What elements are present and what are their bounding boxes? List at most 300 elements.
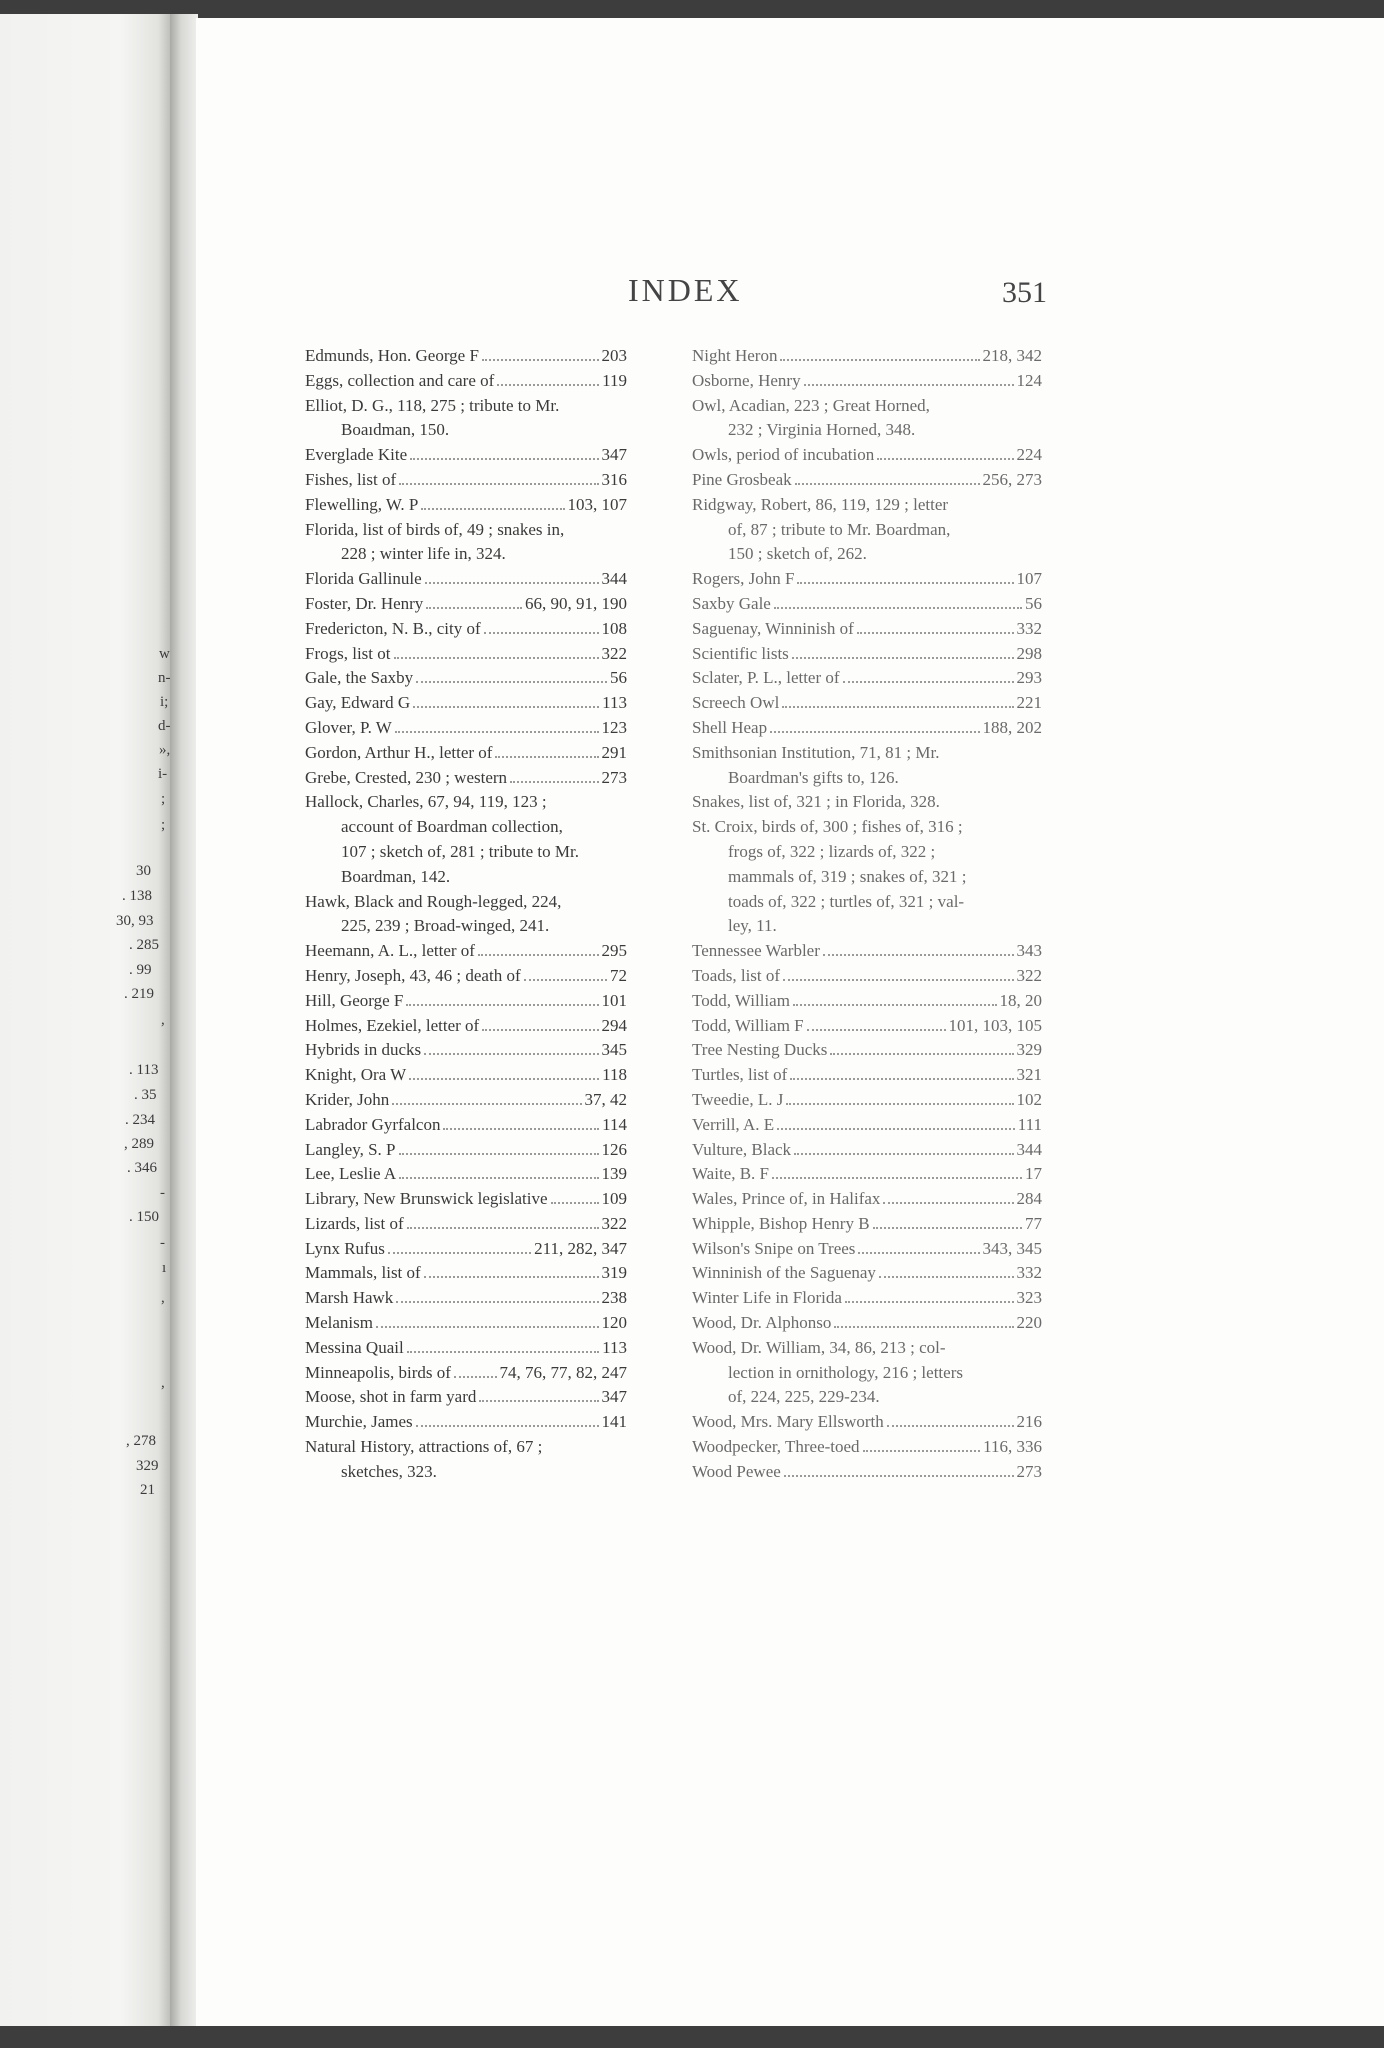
index-entry-heading: Tree Nesting Ducks: [692, 1040, 828, 1060]
index-entry-pages: 103, 107: [567, 494, 627, 514]
index-entry-heading: Scientific lists: [692, 643, 789, 663]
index-entry: [692, 1311, 1042, 1336]
index-entry: [305, 1336, 627, 1361]
index-entry-pages: 273: [601, 767, 627, 787]
index-entry-pages: 332: [1016, 1263, 1042, 1283]
dot-leader: [783, 979, 1013, 981]
dot-leader: [510, 781, 598, 783]
index-entry-heading: Everglade Kite: [305, 445, 408, 465]
index-entry: [692, 1212, 1042, 1237]
index-entry-heading: Tennessee Warbler: [692, 941, 820, 961]
index-entry: [305, 1038, 627, 1063]
index-entry-heading: Fredericton, N. B., city of: [305, 618, 481, 638]
index-entry: [692, 1286, 1042, 1311]
index-entry-continuation: lection in ornithology, 216 ; letters: [728, 1362, 963, 1382]
index-entry: [692, 1162, 1042, 1187]
index-entry-heading: Vulture, Black: [692, 1139, 792, 1159]
index-entry-heading: Gordon, Arthur H., letter of: [305, 742, 493, 762]
index-entry-pages: 284: [1016, 1189, 1042, 1209]
index-entry-pages: 126: [601, 1139, 627, 1159]
index-entry-pages: 344: [1016, 1139, 1042, 1159]
index-entry-heading: Todd, William F: [692, 1015, 804, 1035]
index-entry: [692, 815, 1042, 939]
index-entry-pages: 291: [601, 742, 627, 762]
dot-leader: [858, 1252, 979, 1254]
dot-leader: [479, 1400, 598, 1402]
index-entry-heading: Florida Gallinule: [305, 569, 422, 589]
index-entry: [305, 790, 627, 889]
index-entry-pages: 107: [1016, 569, 1042, 589]
index-entry: [305, 1187, 627, 1212]
index-entry-heading: Wood, Dr. Alphonso: [692, 1313, 832, 1333]
index-entry-heading: Ridgway, Robert, 86, 119, 129 ; letter: [692, 494, 949, 514]
index-entry: [305, 443, 627, 468]
index-entry-heading: Toads, list of: [692, 965, 781, 985]
dot-leader: [784, 1475, 1014, 1477]
index-entry-pages: 347: [601, 1387, 627, 1407]
index-entry-continuation: of, 224, 225, 229-234.: [728, 1387, 880, 1407]
fragment: 30: [136, 863, 151, 879]
index-entry-heading: Lynx Rufus: [305, 1238, 385, 1258]
index-entry-pages: 343: [1016, 941, 1042, 961]
index-entry: [305, 1063, 627, 1088]
index-entry-heading: Flewelling, W. P: [305, 494, 419, 514]
index-entry-pages: 345: [601, 1040, 627, 1060]
index-entry-pages: 114: [602, 1114, 627, 1134]
index-entry-pages: 118: [602, 1065, 627, 1085]
index-entry-heading: Screech Owl: [692, 693, 780, 713]
index-entry-pages: 256, 273: [982, 469, 1042, 489]
index-entry-heading: Henry, Joseph, 43, 46 ; death of: [305, 965, 521, 985]
dot-leader: [482, 359, 599, 361]
dot-leader: [416, 681, 607, 683]
index-entry-heading: Owl, Acadian, 223 ; Great Horned,: [692, 395, 930, 415]
index-entry-heading: Heemann, A. L., letter of: [305, 941, 475, 961]
index-entry-heading: Saxby Gale: [692, 593, 771, 613]
index-entry-pages: 101, 103, 105: [948, 1015, 1042, 1035]
page-number: 351: [1002, 276, 1047, 309]
index-entry: [692, 790, 1042, 815]
dot-leader: [830, 1053, 1013, 1055]
index-entry: [692, 617, 1042, 642]
index-entry-pages: 119: [602, 370, 627, 390]
index-entry-heading: Rogers, John F: [692, 569, 795, 589]
index-entry: [305, 394, 627, 444]
index-entry-continuation: Boardman, 142.: [341, 866, 451, 886]
dot-leader: [845, 1301, 1014, 1303]
dot-leader: [863, 1450, 981, 1452]
dot-leader: [877, 458, 1013, 460]
fragment: -: [160, 1235, 165, 1251]
index-entry-pages: 343, 345: [982, 1238, 1042, 1258]
index-entry: [305, 1385, 627, 1410]
index-entry: [305, 1237, 627, 1262]
index-entry: [305, 1435, 627, 1485]
index-entry-heading: St. Croix, birds of, 300 ; fishes of, 316 ;: [692, 817, 963, 837]
index-entry-pages: 124: [1016, 370, 1042, 390]
fragment: ;: [161, 791, 166, 807]
dot-leader: [786, 1103, 1013, 1105]
index-entry-pages: 66, 90, 91, 190: [525, 593, 627, 613]
left-page-edge: [0, 14, 172, 2028]
index-entry-heading: Hybrids in ducks: [305, 1040, 422, 1060]
book-gutter: [170, 14, 198, 2028]
index-entry-heading: Frogs, list ot: [305, 643, 391, 663]
index-entry-heading: Tweedie, L. J: [692, 1089, 784, 1109]
index-entry-heading: Owls, period of incubation: [692, 445, 875, 465]
index-entry-pages: 322: [601, 643, 627, 663]
index-entry-heading: Murchie, James: [305, 1412, 413, 1432]
dot-leader: [482, 1029, 598, 1031]
index-entry-continuation: Boaıdman, 150.: [341, 420, 450, 440]
index-entry-heading: Wood, Dr. William, 34, 86, 213 ; col-: [692, 1337, 946, 1357]
index-entry: [305, 1410, 627, 1435]
index-entry-pages: 108: [601, 618, 627, 638]
index-entry-heading: Krider, John: [305, 1089, 390, 1109]
index-entry-pages: 221: [1016, 693, 1042, 713]
dot-leader: [807, 1029, 946, 1031]
dot-leader: [416, 1425, 599, 1427]
index-entry-pages: 344: [601, 569, 627, 589]
index-entry-continuation: mammals of, 319 ; snakes of, 321 ;: [728, 866, 967, 886]
dot-leader: [425, 582, 599, 584]
index-entry-pages: 116, 336: [983, 1437, 1042, 1457]
index-entry-pages: 139: [601, 1164, 627, 1184]
index-entry-heading: Elliot, D. G., 118, 275 ; tribute to Mr.: [305, 395, 560, 415]
dot-leader: [887, 1425, 1014, 1427]
fragment: . 219: [124, 986, 154, 1002]
index-entry-heading: Hawk, Black and Rough-legged, 224,: [305, 891, 562, 911]
index-entry-heading: Turtles, list of: [692, 1065, 788, 1085]
index-entry: [305, 890, 627, 940]
index-entry-heading: Snakes, list of, 321 ; in Florida, 328.: [692, 792, 940, 812]
index-entry: [305, 567, 627, 592]
index-entry-pages: 329: [1016, 1040, 1042, 1060]
index-entry-heading: Waite, B. F: [692, 1164, 770, 1184]
dot-leader: [793, 1004, 997, 1006]
index-entry: [305, 617, 627, 642]
index-entry-pages: 218, 342: [982, 346, 1042, 365]
index-entry: [305, 1113, 627, 1138]
index-entry-pages: 77: [1025, 1213, 1042, 1233]
index-entry: [692, 716, 1042, 741]
index-entry: [692, 1014, 1042, 1039]
index-entry-pages: 203: [601, 346, 627, 365]
index-entry-heading: Mammals, list of: [305, 1263, 421, 1283]
index-entry: [305, 1138, 627, 1163]
index-entry: [305, 642, 627, 667]
index-entry-pages: 322: [1016, 965, 1042, 985]
index-entry-pages: 109: [601, 1189, 627, 1209]
index-entry-continuation: 150 ; sketch of, 262.: [728, 544, 867, 564]
index-entry-heading: Glover, P. W: [305, 717, 392, 737]
fragment: 30, 93: [116, 913, 154, 929]
index-entry-heading: Todd, William: [692, 990, 790, 1010]
index-entry-heading: Hill, George F: [305, 990, 404, 1010]
dot-leader: [399, 483, 598, 485]
index-entry-heading: Library, New Brunswick legislative: [305, 1189, 548, 1209]
index-entry-heading: Gay, Edward G: [305, 693, 411, 713]
dot-leader: [407, 1227, 599, 1229]
index-entry: [692, 1063, 1042, 1088]
index-entry: [305, 766, 627, 791]
index-entry-pages: 37, 42: [584, 1089, 627, 1109]
index-entry: [692, 642, 1042, 667]
index-entry-continuation: account of Boardman collection,: [341, 817, 563, 837]
dot-leader: [843, 681, 1014, 683]
index-entry-heading: Sclater, P. L., letter of: [692, 668, 840, 688]
fragment: . 138: [122, 888, 152, 904]
index-entry: [305, 468, 627, 493]
dot-leader: [406, 1004, 598, 1006]
fragment: , 278: [126, 1433, 156, 1449]
index-entry: [305, 1212, 627, 1237]
dot-leader: [410, 458, 598, 460]
index-entry-heading: Whipple, Bishop Henry B: [692, 1213, 870, 1233]
index-entry: [305, 1162, 627, 1187]
index-entry-heading: Wood, Mrs. Mary Ellsworth: [692, 1412, 884, 1432]
index-entry-pages: 113: [602, 693, 627, 713]
index-entry: [305, 344, 627, 369]
index-entry: [305, 369, 627, 394]
fragment: ;: [161, 817, 166, 833]
index-entry-heading: Saguenay, Winninish of: [692, 618, 854, 638]
scanner-bottom-edge: [0, 2026, 1384, 2048]
index-entry-heading: Winter Life in Florida: [692, 1288, 842, 1308]
dot-leader: [879, 1276, 1014, 1278]
index-entry: [305, 691, 627, 716]
index-entry-pages: 188, 202: [982, 717, 1042, 737]
index-entry-heading: Marsh Hawk: [305, 1288, 394, 1308]
dot-leader: [399, 1153, 599, 1155]
index-entry-heading: Winninish of the Saguenay: [692, 1263, 876, 1283]
index-entry-pages: 273: [1016, 1461, 1042, 1481]
index-entry: [305, 1311, 627, 1336]
index-entry-heading: Moose, shot in farm yard: [305, 1387, 477, 1407]
dot-leader: [770, 731, 979, 733]
dot-leader: [857, 632, 1014, 634]
index-entry: [305, 989, 627, 1014]
index-entry-pages: 111: [1017, 1114, 1042, 1134]
index-entry-heading: Verrill, A. E: [692, 1114, 775, 1134]
index-entry-heading: Foster, Dr. Henry: [305, 593, 424, 613]
index-entry: [692, 1237, 1042, 1262]
index-entry-pages: 102: [1016, 1089, 1042, 1109]
index-entry-pages: 238: [601, 1288, 627, 1308]
dot-leader: [780, 359, 979, 361]
dot-leader: [454, 1376, 497, 1378]
index-entry-heading: Holmes, Ezekiel, letter of: [305, 1015, 480, 1035]
index-entry-heading: Natural History, attractions of, 67 ;: [305, 1437, 543, 1457]
dot-leader: [774, 607, 1022, 609]
index-entry-pages: 295: [601, 941, 627, 961]
index-entry: [305, 939, 627, 964]
index-entry-pages: 101: [601, 990, 627, 1010]
fragment: . 234: [125, 1112, 155, 1128]
dot-leader: [772, 1177, 1022, 1179]
index-entry: [692, 1460, 1042, 1485]
index-entry: [692, 989, 1042, 1014]
index-entry-heading: Pine Grosbeak: [692, 469, 792, 489]
index-entry-pages: 113: [602, 1337, 627, 1357]
index-entry: [692, 468, 1042, 493]
index-entry-pages: 56: [1025, 593, 1042, 613]
index-entry: [305, 1286, 627, 1311]
index-entry-heading: Woodpecker, Three-toed: [692, 1437, 860, 1457]
index-entry: [305, 1361, 627, 1386]
index-entry: [692, 493, 1042, 567]
dot-leader: [443, 1128, 599, 1130]
fragment: 329: [136, 1458, 159, 1474]
fragment: i;: [160, 694, 169, 710]
dot-leader: [551, 1202, 599, 1204]
index-entry-pages: 323: [1016, 1288, 1042, 1308]
index-entry-heading: Lizards, list of: [305, 1213, 404, 1233]
index-entry: [692, 394, 1042, 444]
index-entry: [305, 518, 627, 568]
index-entry-heading: Minneapolis, birds of: [305, 1362, 451, 1382]
index-entry: [692, 691, 1042, 716]
dot-leader: [424, 1276, 599, 1278]
index-entry-heading: Langley, S. P: [305, 1139, 396, 1159]
index-column-right: [692, 344, 1042, 1485]
index-entry: [692, 443, 1042, 468]
index-entry-pages: 319: [601, 1263, 627, 1283]
index-entry-heading: Eggs, collection and care of: [305, 370, 495, 390]
index-entry-pages: 347: [601, 445, 627, 465]
index-entry: [692, 1187, 1042, 1212]
index-entry: [305, 1088, 627, 1113]
dot-leader: [392, 1103, 581, 1105]
index-entry-heading: Wales, Prince of, in Halifax: [692, 1189, 881, 1209]
index-entry: [692, 1138, 1042, 1163]
dot-leader: [413, 706, 599, 708]
fragment: ,: [161, 1012, 165, 1028]
index-entry-continuation: toads of, 322 ; turtles of, 321 ; val-: [728, 891, 965, 911]
dot-leader: [804, 384, 1014, 386]
index-entry-heading: Night Heron: [692, 346, 778, 365]
index-entry: [692, 939, 1042, 964]
fragment: i-: [158, 766, 168, 782]
index-entry-pages: 211, 282, 347: [534, 1238, 627, 1258]
index-entry-heading: Edmunds, Hon. George F: [305, 346, 479, 365]
index-entry-continuation: 232 ; Virginia Horned, 348.: [728, 420, 916, 440]
index-entry-heading: Fishes, list of: [305, 469, 397, 489]
index-entry-pages: 316: [601, 469, 627, 489]
index-entry-pages: 56: [610, 668, 627, 688]
fragment: 21: [140, 1482, 155, 1498]
fragment: d-: [158, 718, 171, 734]
index-entry: [692, 1113, 1042, 1138]
index-entry-heading: Wilson's Snipe on Trees: [692, 1238, 856, 1258]
fragment: . 285: [129, 937, 159, 953]
fragment: -: [160, 1185, 165, 1201]
index-entry: [305, 716, 627, 741]
index-entry-pages: 74, 76, 77, 82, 247: [499, 1362, 627, 1382]
index-entry-pages: 321: [1016, 1065, 1042, 1085]
dot-leader: [823, 954, 1014, 956]
dot-leader: [399, 1177, 598, 1179]
dot-leader: [795, 483, 980, 485]
dot-leader: [409, 1078, 599, 1080]
index-entry: [692, 964, 1042, 989]
index-entry-pages: 216: [1016, 1412, 1042, 1432]
index-entry-continuation: of, 87 ; tribute to Mr. Boardman,: [728, 519, 951, 539]
dot-leader: [376, 1326, 599, 1328]
index-entry-heading: Gale, the Saxby: [305, 668, 414, 688]
index-entry: [305, 1014, 627, 1039]
index-entry: [692, 1435, 1042, 1460]
index-entry: [692, 741, 1042, 791]
index-entry-pages: 294: [601, 1015, 627, 1035]
dot-leader: [478, 954, 599, 956]
index-entry-heading: Hallock, Charles, 67, 94, 119, 123 ;: [305, 792, 547, 812]
fragment: . 99: [129, 962, 152, 978]
dot-leader: [396, 1301, 598, 1303]
dot-leader: [484, 632, 599, 634]
dot-leader: [426, 607, 522, 609]
dot-leader: [777, 1128, 1015, 1130]
index-entry-continuation: 228 ; winter life in, 324.: [341, 544, 506, 564]
index-entry: [305, 964, 627, 989]
index-entry-continuation: 225, 239 ; Broad-winged, 241.: [341, 916, 550, 936]
index-entry-heading: Grebe, Crested, 230 ; western: [305, 767, 508, 787]
index-entry-heading: Messina Quail: [305, 1337, 404, 1357]
page-title: INDEX: [628, 272, 743, 308]
index-entry: [692, 666, 1042, 691]
index-entry-continuation: 107 ; sketch of, 281 ; tribute to Mr.: [341, 841, 579, 861]
index-column-left: [305, 344, 627, 1485]
index-entry-heading: Wood Pewee: [692, 1461, 781, 1481]
fragment: . 150: [129, 1209, 159, 1225]
index-entry-pages: 220: [1016, 1313, 1042, 1333]
dot-leader: [497, 384, 599, 386]
fragment: ı: [162, 1260, 167, 1276]
dot-leader: [421, 508, 564, 510]
index-entry: [692, 369, 1042, 394]
dot-leader: [782, 706, 1013, 708]
index-entry-pages: 120: [601, 1313, 627, 1333]
index-entry-heading: Florida, list of birds of, 49 ; snakes in,: [305, 519, 565, 539]
dot-leader: [407, 1351, 599, 1353]
index-entry: [305, 592, 627, 617]
index-entry-pages: 224: [1016, 445, 1042, 465]
index-entry-heading: Lee, Leslie A: [305, 1164, 397, 1184]
index-entry-pages: 293: [1016, 668, 1042, 688]
index-entry: [305, 741, 627, 766]
dot-leader: [792, 657, 1014, 659]
index-entry-pages: 298: [1016, 643, 1042, 663]
dot-leader: [395, 731, 599, 733]
dot-leader: [834, 1326, 1013, 1328]
index-entry-heading: Smithsonian Institution, 71, 81 ; Mr.: [692, 742, 940, 762]
index-entry-pages: 332: [1016, 618, 1042, 638]
index-entry: [692, 592, 1042, 617]
fragment: n-: [158, 670, 171, 686]
dot-leader: [797, 582, 1013, 584]
dot-leader: [524, 979, 607, 981]
dot-leader: [873, 1227, 1022, 1229]
index-entry-heading: Shell Heap: [692, 717, 768, 737]
index-entry-pages: 123: [601, 717, 627, 737]
fragment: w: [159, 646, 170, 662]
index-entry-heading: Labrador Gyrfalcon: [305, 1114, 441, 1134]
index-entry-continuation: sketches, 323.: [341, 1461, 437, 1481]
index-entry: [692, 1336, 1042, 1410]
index-entry: [305, 666, 627, 691]
dot-leader: [495, 756, 598, 758]
index-entry: [692, 1410, 1042, 1435]
